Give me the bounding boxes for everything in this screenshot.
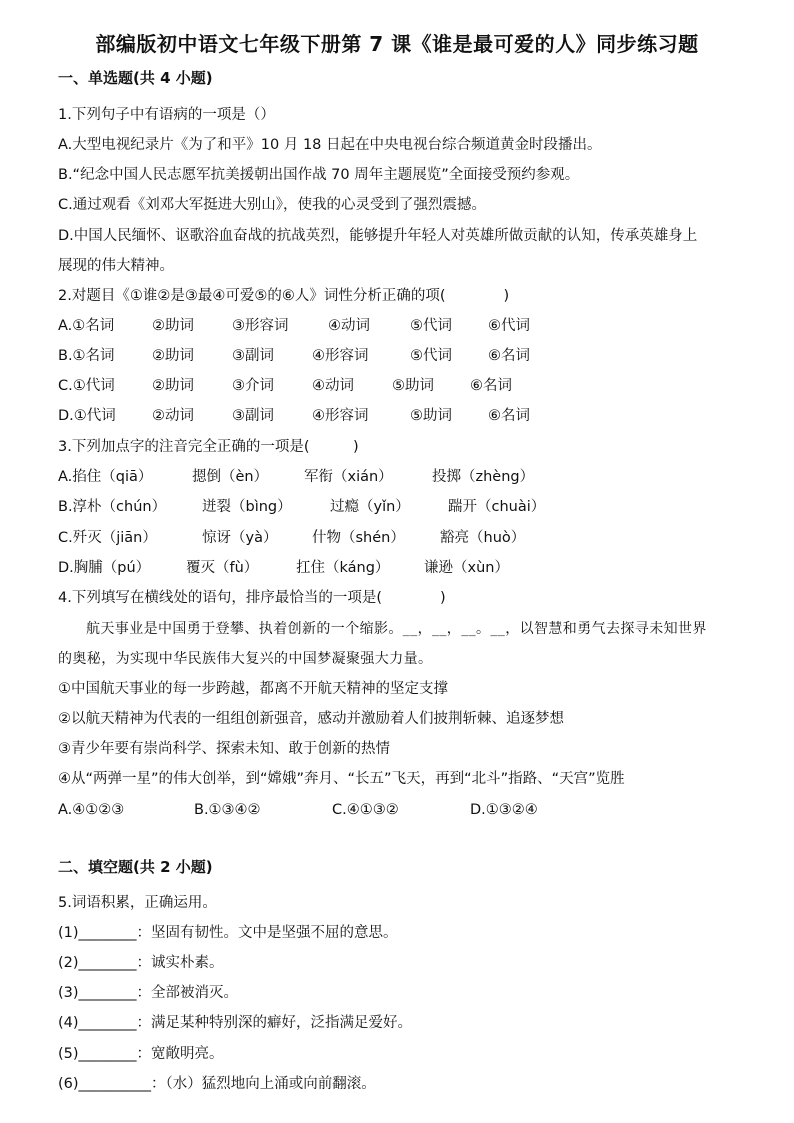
- q3-opt-d-3: 扛住（káng）: [296, 560, 390, 576]
- q2-opt-d-4: ④形容词: [312, 408, 369, 424]
- q2-opt-a-4: ④动词: [328, 318, 370, 334]
- q2-opt-a-5: ⑤代词: [410, 318, 452, 334]
- q1-option-d-line1: D.中国人民缅怀、讴歌浴血奋战的抗战英烈，能够提升年轻人对英雄所做贡献的认知，传承英雄身上: [58, 228, 698, 244]
- q4-option-b: B.①③④②: [194, 802, 261, 818]
- document-title: 部编版初中语文七年级下册第 7 课《谁是最可爱的人》同步练习题: [95, 32, 699, 56]
- q1-option-a: A.大型电视纪录片《为了和平》10 月 18 日起在中央电视台综合频道黄金时段播出。: [58, 137, 602, 153]
- q2-opt-b-3: ③副词: [232, 348, 274, 364]
- q5-item-4: (4)________：满足某种特别深的癖好，泛指满足爱好。: [58, 1015, 413, 1031]
- q4-sentence-1: ①中国航天事业的每一步跨越，都离不开航天精神的坚定支撑: [58, 681, 448, 697]
- q4-option-c: C.④①③②: [332, 802, 399, 818]
- q4-stem: 4.下列填写在横线处的语句，排序最恰当的一项是( ): [58, 590, 446, 606]
- q3-opt-b-4: 踹开（chuài）: [448, 499, 546, 515]
- q3-opt-c-3: 什物（shén）: [312, 530, 405, 546]
- q2-opt-d-6: ⑥名词: [488, 408, 530, 424]
- q3-opt-c-2: 惊讶（yà）: [202, 530, 278, 546]
- q1-option-c: C.通过观看《刘邓大军挺进大别山》，使我的心灵受到了强烈震撼。: [58, 197, 486, 213]
- q3-opt-d-2: 覆灭（fù）: [186, 560, 259, 576]
- q4-passage-line1: 航天事业是中国勇于登攀、执着创新的一个缩影。__，__，__。__，以智慧和勇气去探寻未知世界: [86, 621, 707, 637]
- q5-item-2: (2)________：诚实朴素。: [58, 955, 224, 971]
- q2-opt-c-4: ④动词: [312, 378, 354, 394]
- q3-opt-c-4: 豁亮（huò）: [440, 530, 526, 546]
- q2-opt-a-3: ③形容词: [232, 318, 289, 334]
- q2-opt-c-2: ②助词: [152, 378, 194, 394]
- q2-opt-b-6: ⑥名词: [488, 348, 530, 364]
- q4-sentence-2: ②以航天精神为代表的一组组创新强音，感动并激励着人们披荆斩棘、追逐梦想: [58, 711, 564, 727]
- q5-item-3: (3)________：全部被消灭。: [58, 985, 239, 1001]
- q3-opt-b-1: B.淳朴（chún）: [58, 499, 167, 515]
- q2-opt-a-1: A.①名词: [58, 318, 115, 334]
- q3-opt-a-4: 投掷（zhèng）: [432, 469, 535, 485]
- q1-option-d-line2: 展现的伟大精神。: [58, 258, 174, 274]
- q4-sentence-4: ④从“两弹一星”的伟大创举，到“嫦娥”奔月、“长五”飞天，再到“北斗”指路、“天宫”览胜: [58, 771, 625, 787]
- q2-opt-b-2: ②助词: [152, 348, 194, 364]
- q2-opt-c-5: ⑤助词: [392, 378, 434, 394]
- q4-sentence-3: ③青少年要有崇尚科学、探索未知、敢于创新的热情: [58, 741, 390, 757]
- q3-opt-b-3: 过瘾（yǐn）: [330, 499, 410, 515]
- q3-opt-a-3: 军衔（xián）: [304, 469, 393, 485]
- q4-option-d: D.①③②④: [470, 802, 538, 818]
- q3-opt-a-2: 摁倒（èn）: [192, 469, 269, 485]
- q5-stem: 5.词语积累，正确运用。: [58, 895, 217, 911]
- q1-stem: 1.下列句子中有语病的一项是（）: [58, 107, 275, 123]
- q2-opt-c-3: ③介词: [232, 378, 274, 394]
- q4-option-a: A.④①②③: [58, 802, 125, 818]
- q2-opt-a-6: ⑥代词: [488, 318, 530, 334]
- q2-opt-a-2: ②助词: [152, 318, 194, 334]
- q2-stem: 2.对题目《①谁②是③最④可爱⑤的⑥人》词性分析正确的项( ): [58, 288, 510, 304]
- q5-item-5: (5)________：宽敞明亮。: [58, 1046, 224, 1062]
- q1-option-b: B.“纪念中国人民志愿军抗美援朝出国作战 70 周年主题展览”全面接受预约参观。: [58, 167, 580, 183]
- q2-opt-d-1: D.①代词: [58, 408, 116, 424]
- q3-opt-d-1: D.胸脯（pú）: [58, 560, 151, 576]
- q3-opt-d-4: 谦逊（xùn）: [424, 560, 509, 576]
- section-heading-single-choice: 一、单选题(共 4 小题): [58, 69, 213, 87]
- q2-opt-c-1: C.①代词: [58, 378, 115, 394]
- q2-opt-d-5: ⑤助词: [410, 408, 452, 424]
- section-heading-fill-blank: 二、填空题(共 2 小题): [58, 858, 213, 876]
- q2-opt-d-2: ②动词: [152, 408, 194, 424]
- q2-opt-b-1: B.①名词: [58, 348, 115, 364]
- q3-stem: 3.下列加点字的注音完全正确的一项是( ): [58, 439, 359, 455]
- q2-opt-b-5: ⑤代词: [410, 348, 452, 364]
- q4-passage-line2: 的奥秘，为实现中华民族伟大复兴的中国梦凝聚强大力量。: [58, 651, 433, 667]
- q2-opt-c-6: ⑥名词: [470, 378, 512, 394]
- q5-item-6: (6)__________：（水）猛烈地向上涌或向前翻滚。: [58, 1076, 376, 1092]
- q5-item-1: (1)________：坚固有韧性。文中是坚强不屈的意思。: [58, 925, 398, 941]
- q3-opt-b-2: 迸裂（bìng）: [202, 499, 292, 515]
- q3-opt-a-1: A.掐住（qiā）: [58, 469, 153, 485]
- q2-opt-b-4: ④形容词: [312, 348, 369, 364]
- q2-opt-d-3: ③副词: [232, 408, 274, 424]
- q3-opt-c-1: C.歼灭（jiān）: [58, 530, 157, 546]
